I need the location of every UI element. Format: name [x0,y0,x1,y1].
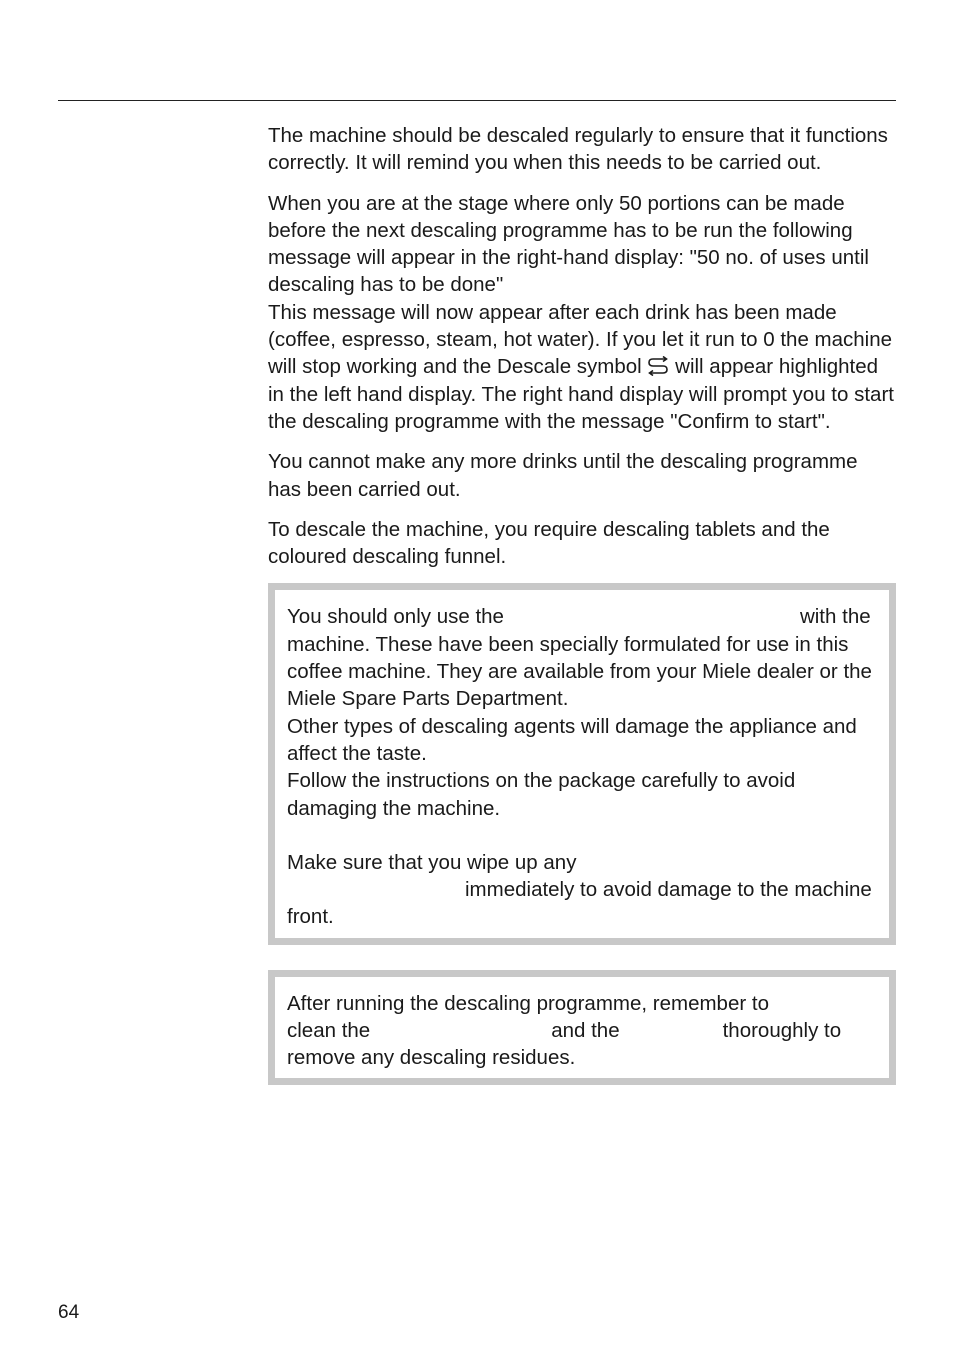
wipe-text-1: Make sure that you wipe up any [287,850,577,874]
note-line1: After running the descaling programme, remember to [287,991,769,1015]
warning-line1-end: with [799,605,837,629]
reminder-text-b: This message will now appear after each drink has been made (coffee, espresso, steam, hot water). If you let it run to 0 the machine will stop working and the Descale symbol [268,300,893,379]
note-box [268,970,896,1085]
note-line2-c: thoroughly to [722,1019,842,1043]
paragraph-no-drinks: You cannot make any more drinks until the descaling programme has been carried out. [268,450,858,501]
wipe-text-2: immediately to avoid damage to the machine front. [287,878,872,929]
note-paragraph [287,990,878,1072]
wipe-paragraph [287,849,878,931]
note-line2-b: and the [551,1019,620,1043]
warning-box [268,583,896,944]
note-line2-a: clean the [287,1019,371,1043]
main-content [268,122,896,1085]
warning-text-1: the machine. These have been specially formulated for use in this coffee machine. They are available from your Miele dealer or the Miele Spare Parts Department. [287,605,872,711]
warning-text-3: Follow the instructions on the package carefully to avoid damaging the machine. [287,769,796,820]
paragraph-descale-regularly: The machine should be descaled regularly to ensure that it functions correctly. It will remind you when this needs to be carried out. [268,124,888,175]
reminder-text-a: When you are at the stage where only 50 portions can be made before the next descaling programme has to be run the following message will appear in the right-hand display: "50 no. of uses until descaling has to be done" [268,191,869,297]
note-line3: remove any descaling residues. [287,1046,576,1070]
descale-icon [647,356,669,376]
header-rule [58,100,896,101]
warning-paragraph [287,603,878,821]
page-number: 64 [58,1302,80,1323]
warning-line1-start: You should only use the [287,605,504,629]
paragraph-reminder [268,190,896,436]
warning-text-2: Other types of descaling agents will damage the appliance and affect the taste. [287,714,857,765]
paragraph-requirements: To descale the machine, you require descaling tablets and the coloured descaling funnel. [268,517,830,569]
reminder-text-c: will appear highlighted in the left hand display. The right hand display will prompt you to start the descaling programme with the message "Confirm to start". [268,355,894,433]
